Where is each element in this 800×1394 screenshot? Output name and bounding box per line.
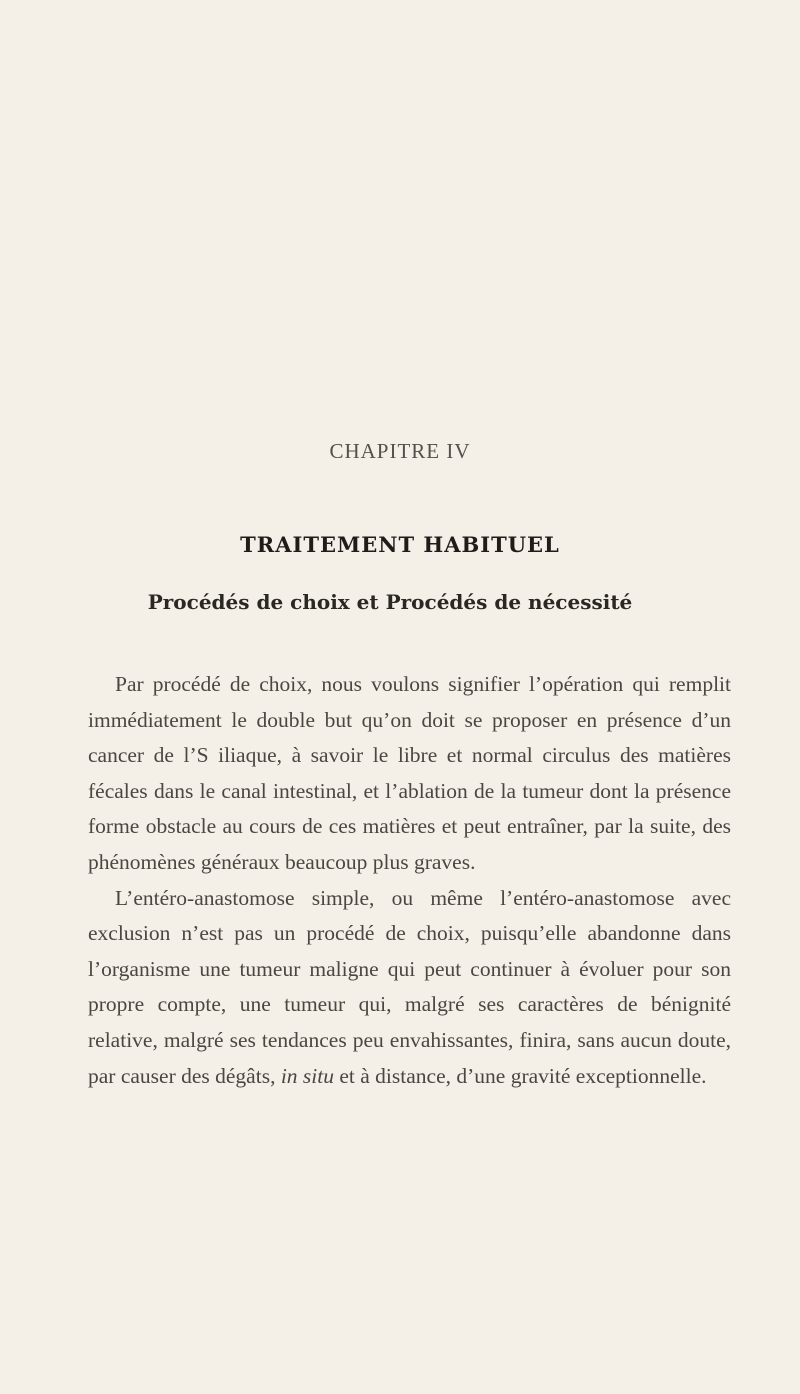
section-title: TRAITEMENT HABITUEL [240,532,560,557]
body-text [88,667,731,1094]
paragraph-2 [88,881,731,1095]
paragraph-2-part-2: et à distance, d’une gravité exceptionnelle. [339,1063,707,1088]
chapter-heading: CHAPITRE IV [329,439,471,463]
section-subtitle: Procédés de choix et Procédés de nécessité [147,590,633,614]
paragraph-2-italic: in situ [280,1063,334,1088]
paragraph-2-part-1: L’entéro-anastomose simple, ou même l’entéro-anastomose avec exclusion n’est pas un procédé de choix, puisqu’elle abandonne dans l’organisme une tumeur maligne qui peut continuer à évoluer pour son propre compte, une tumeur qui, malgré ses caractères de bénignité relative, malgré ses tendances peu envahissantes, finira, sans aucun doute, par causer des dégâts, [88,885,731,1088]
paragraph-1: Par procédé de choix, nous voulons signifier l’opération qui remplit immédiatement le double but qu’on doit se proposer en présence d’un cancer de l’S iliaque, à savoir le libre et normal circulus des matières fécales dans le canal intestinal, et l’ablation de la tumeur dont la présence forme obstacle au cours de ces matières et peut entraîner, par la suite, des phénomènes généraux beaucoup plus graves. [88,672,731,874]
